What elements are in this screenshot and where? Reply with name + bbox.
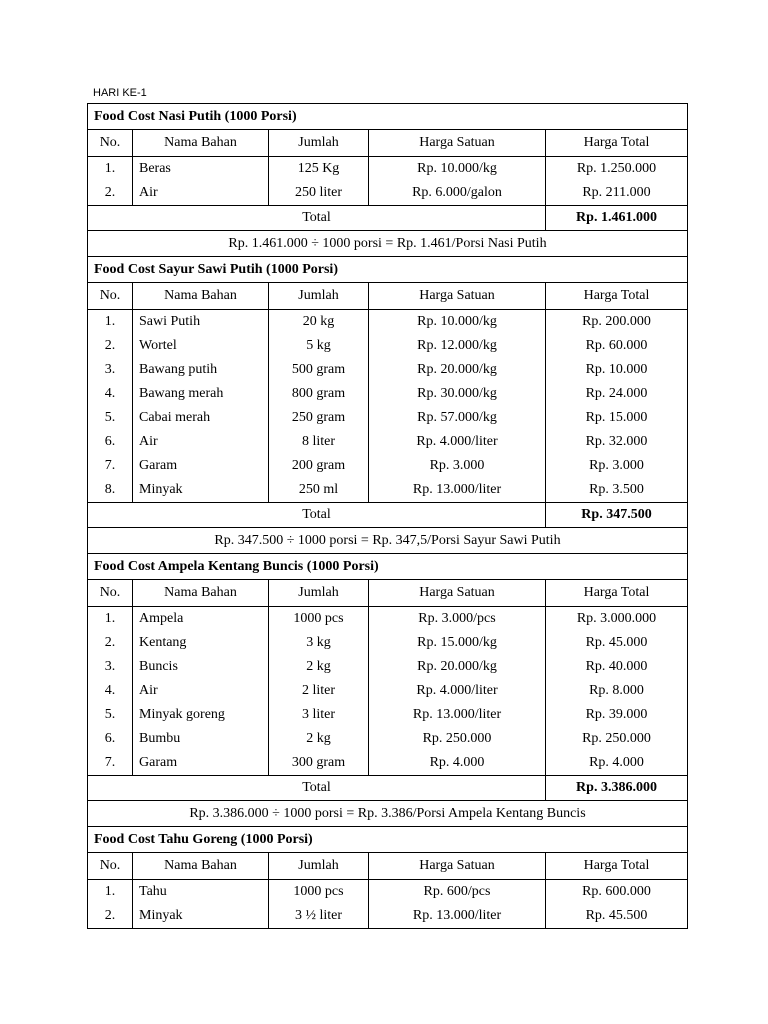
harga-total-cell: Rp. 3.000.000 <box>546 607 688 632</box>
nama-bahan-cell: Buncis <box>133 655 269 679</box>
per-porsi-text: Rp. 347.500 ÷ 1000 porsi = Rp. 347,5/Porsi Sayur Sawi Putih <box>88 528 688 554</box>
column-header: Harga Satuan <box>369 283 546 310</box>
jumlah-cell: 3 ½ liter <box>269 904 369 929</box>
per-porsi-row <box>88 528 688 554</box>
jumlah-cell: 3 liter <box>269 703 369 727</box>
nama-bahan-cell: Garam <box>133 454 269 478</box>
harga-satuan-cell: Rp. 600/pcs <box>369 880 546 905</box>
harga-total-cell: Rp. 45.500 <box>546 904 688 929</box>
column-header: No. <box>88 580 133 607</box>
table-row <box>88 382 688 406</box>
total-row <box>88 776 688 801</box>
nama-bahan-cell: Wortel <box>133 334 269 358</box>
nama-bahan-cell: Ampela <box>133 607 269 632</box>
no-cell: 3. <box>88 655 133 679</box>
jumlah-cell: 250 liter <box>269 181 369 206</box>
no-cell: 5. <box>88 406 133 430</box>
table-row <box>88 727 688 751</box>
column-header: Harga Total <box>546 130 688 157</box>
harga-total-cell: Rp. 40.000 <box>546 655 688 679</box>
column-header: Jumlah <box>269 580 369 607</box>
no-cell: 7. <box>88 751 133 776</box>
no-cell: 3. <box>88 358 133 382</box>
nama-bahan-cell: Bawang merah <box>133 382 269 406</box>
nama-bahan-cell: Tahu <box>133 880 269 905</box>
section-title-row <box>88 104 688 130</box>
total-value: Rp. 347.500 <box>546 503 688 528</box>
column-header: Nama Bahan <box>133 130 269 157</box>
per-porsi-text: Rp. 3.386.000 ÷ 1000 porsi = Rp. 3.386/Porsi Ampela Kentang Buncis <box>88 801 688 827</box>
total-value: Rp. 1.461.000 <box>546 206 688 231</box>
nama-bahan-cell: Beras <box>133 157 269 182</box>
jumlah-cell: 500 gram <box>269 358 369 382</box>
harga-satuan-cell: Rp. 57.000/kg <box>369 406 546 430</box>
table-row <box>88 703 688 727</box>
no-cell: 1. <box>88 607 133 632</box>
harga-total-cell: Rp. 250.000 <box>546 727 688 751</box>
no-cell: 1. <box>88 880 133 905</box>
total-value: Rp. 3.386.000 <box>546 776 688 801</box>
section-title-row <box>88 554 688 580</box>
harga-satuan-cell: Rp. 20.000/kg <box>369 655 546 679</box>
total-label: Total <box>88 503 546 528</box>
harga-satuan-cell: Rp. 10.000/kg <box>369 157 546 182</box>
table-row <box>88 607 688 632</box>
table-row <box>88 904 688 929</box>
harga-satuan-cell: Rp. 13.000/liter <box>369 904 546 929</box>
no-cell: 5. <box>88 703 133 727</box>
column-header-row <box>88 283 688 310</box>
jumlah-cell: 800 gram <box>269 382 369 406</box>
nama-bahan-cell: Bawang putih <box>133 358 269 382</box>
table-row <box>88 679 688 703</box>
column-header: Harga Total <box>546 853 688 880</box>
no-cell: 7. <box>88 454 133 478</box>
section-title: Food Cost Nasi Putih (1000 Porsi) <box>88 104 688 130</box>
per-porsi-row <box>88 231 688 257</box>
nama-bahan-cell: Minyak <box>133 478 269 503</box>
table-row <box>88 181 688 206</box>
table-row <box>88 310 688 335</box>
harga-satuan-cell: Rp. 3.000/pcs <box>369 607 546 632</box>
table-row <box>88 880 688 905</box>
jumlah-cell: 1000 pcs <box>269 880 369 905</box>
jumlah-cell: 5 kg <box>269 334 369 358</box>
column-header: No. <box>88 130 133 157</box>
jumlah-cell: 2 kg <box>269 655 369 679</box>
table-row <box>88 751 688 776</box>
harga-satuan-cell: Rp. 13.000/liter <box>369 478 546 503</box>
column-header-row <box>88 853 688 880</box>
table-row <box>88 478 688 503</box>
nama-bahan-cell: Minyak <box>133 904 269 929</box>
table-row <box>88 631 688 655</box>
harga-total-cell: Rp. 3.000 <box>546 454 688 478</box>
column-header-row <box>88 130 688 157</box>
harga-satuan-cell: Rp. 20.000/kg <box>369 358 546 382</box>
jumlah-cell: 250 ml <box>269 478 369 503</box>
harga-satuan-cell: Rp. 4.000/liter <box>369 679 546 703</box>
column-header: No. <box>88 283 133 310</box>
harga-total-cell: Rp. 211.000 <box>546 181 688 206</box>
harga-satuan-cell: Rp. 4.000 <box>369 751 546 776</box>
no-cell: 2. <box>88 181 133 206</box>
harga-total-cell: Rp. 1.250.000 <box>546 157 688 182</box>
food-cost-table <box>87 103 688 929</box>
table-row <box>88 157 688 182</box>
table-row <box>88 655 688 679</box>
section-title: Food Cost Tahu Goreng (1000 Porsi) <box>88 827 688 853</box>
total-label: Total <box>88 206 546 231</box>
harga-satuan-cell: Rp. 10.000/kg <box>369 310 546 335</box>
harga-satuan-cell: Rp. 13.000/liter <box>369 703 546 727</box>
no-cell: 1. <box>88 310 133 335</box>
harga-satuan-cell: Rp. 30.000/kg <box>369 382 546 406</box>
jumlah-cell: 300 gram <box>269 751 369 776</box>
jumlah-cell: 8 liter <box>269 430 369 454</box>
table-row <box>88 406 688 430</box>
table-row <box>88 430 688 454</box>
harga-satuan-cell: Rp. 250.000 <box>369 727 546 751</box>
nama-bahan-cell: Sawi Putih <box>133 310 269 335</box>
jumlah-cell: 200 gram <box>269 454 369 478</box>
harga-total-cell: Rp. 24.000 <box>546 382 688 406</box>
column-header: Jumlah <box>269 283 369 310</box>
jumlah-cell: 2 kg <box>269 727 369 751</box>
table-row <box>88 334 688 358</box>
harga-satuan-cell: Rp. 4.000/liter <box>369 430 546 454</box>
section-title-row <box>88 827 688 853</box>
jumlah-cell: 2 liter <box>269 679 369 703</box>
no-cell: 2. <box>88 631 133 655</box>
harga-satuan-cell: Rp. 6.000/galon <box>369 181 546 206</box>
day-label: HARI KE-1 <box>93 87 147 99</box>
column-header: Harga Satuan <box>369 580 546 607</box>
nama-bahan-cell: Minyak goreng <box>133 703 269 727</box>
column-header: Nama Bahan <box>133 853 269 880</box>
jumlah-cell: 125 Kg <box>269 157 369 182</box>
harga-total-cell: Rp. 45.000 <box>546 631 688 655</box>
harga-total-cell: Rp. 8.000 <box>546 679 688 703</box>
column-header: Jumlah <box>269 853 369 880</box>
jumlah-cell: 20 kg <box>269 310 369 335</box>
harga-total-cell: Rp. 3.500 <box>546 478 688 503</box>
harga-total-cell: Rp. 600.000 <box>546 880 688 905</box>
no-cell: 6. <box>88 727 133 751</box>
no-cell: 2. <box>88 904 133 929</box>
no-cell: 8. <box>88 478 133 503</box>
column-header: Nama Bahan <box>133 283 269 310</box>
no-cell: 6. <box>88 430 133 454</box>
no-cell: 2. <box>88 334 133 358</box>
table-row <box>88 358 688 382</box>
section-title-row <box>88 257 688 283</box>
harga-total-cell: Rp. 32.000 <box>546 430 688 454</box>
harga-satuan-cell: Rp. 3.000 <box>369 454 546 478</box>
nama-bahan-cell: Cabai merah <box>133 406 269 430</box>
harga-satuan-cell: Rp. 15.000/kg <box>369 631 546 655</box>
harga-total-cell: Rp. 4.000 <box>546 751 688 776</box>
column-header-row <box>88 580 688 607</box>
no-cell: 1. <box>88 157 133 182</box>
table-row <box>88 454 688 478</box>
section-title: Food Cost Sayur Sawi Putih (1000 Porsi) <box>88 257 688 283</box>
harga-total-cell: Rp. 10.000 <box>546 358 688 382</box>
no-cell: 4. <box>88 382 133 406</box>
jumlah-cell: 3 kg <box>269 631 369 655</box>
no-cell: 4. <box>88 679 133 703</box>
per-porsi-row <box>88 801 688 827</box>
total-row <box>88 206 688 231</box>
total-label: Total <box>88 776 546 801</box>
nama-bahan-cell: Kentang <box>133 631 269 655</box>
column-header: No. <box>88 853 133 880</box>
column-header: Nama Bahan <box>133 580 269 607</box>
column-header: Harga Satuan <box>369 853 546 880</box>
nama-bahan-cell: Garam <box>133 751 269 776</box>
harga-total-cell: Rp. 200.000 <box>546 310 688 335</box>
nama-bahan-cell: Air <box>133 181 269 206</box>
jumlah-cell: 1000 pcs <box>269 607 369 632</box>
column-header: Jumlah <box>269 130 369 157</box>
column-header: Harga Total <box>546 283 688 310</box>
nama-bahan-cell: Bumbu <box>133 727 269 751</box>
column-header: Harga Satuan <box>369 130 546 157</box>
jumlah-cell: 250 gram <box>269 406 369 430</box>
harga-total-cell: Rp. 15.000 <box>546 406 688 430</box>
harga-total-cell: Rp. 39.000 <box>546 703 688 727</box>
per-porsi-text: Rp. 1.461.000 ÷ 1000 porsi = Rp. 1.461/Porsi Nasi Putih <box>88 231 688 257</box>
section-title: Food Cost Ampela Kentang Buncis (1000 Porsi) <box>88 554 688 580</box>
nama-bahan-cell: Air <box>133 430 269 454</box>
harga-satuan-cell: Rp. 12.000/kg <box>369 334 546 358</box>
nama-bahan-cell: Air <box>133 679 269 703</box>
column-header: Harga Total <box>546 580 688 607</box>
harga-total-cell: Rp. 60.000 <box>546 334 688 358</box>
total-row <box>88 503 688 528</box>
